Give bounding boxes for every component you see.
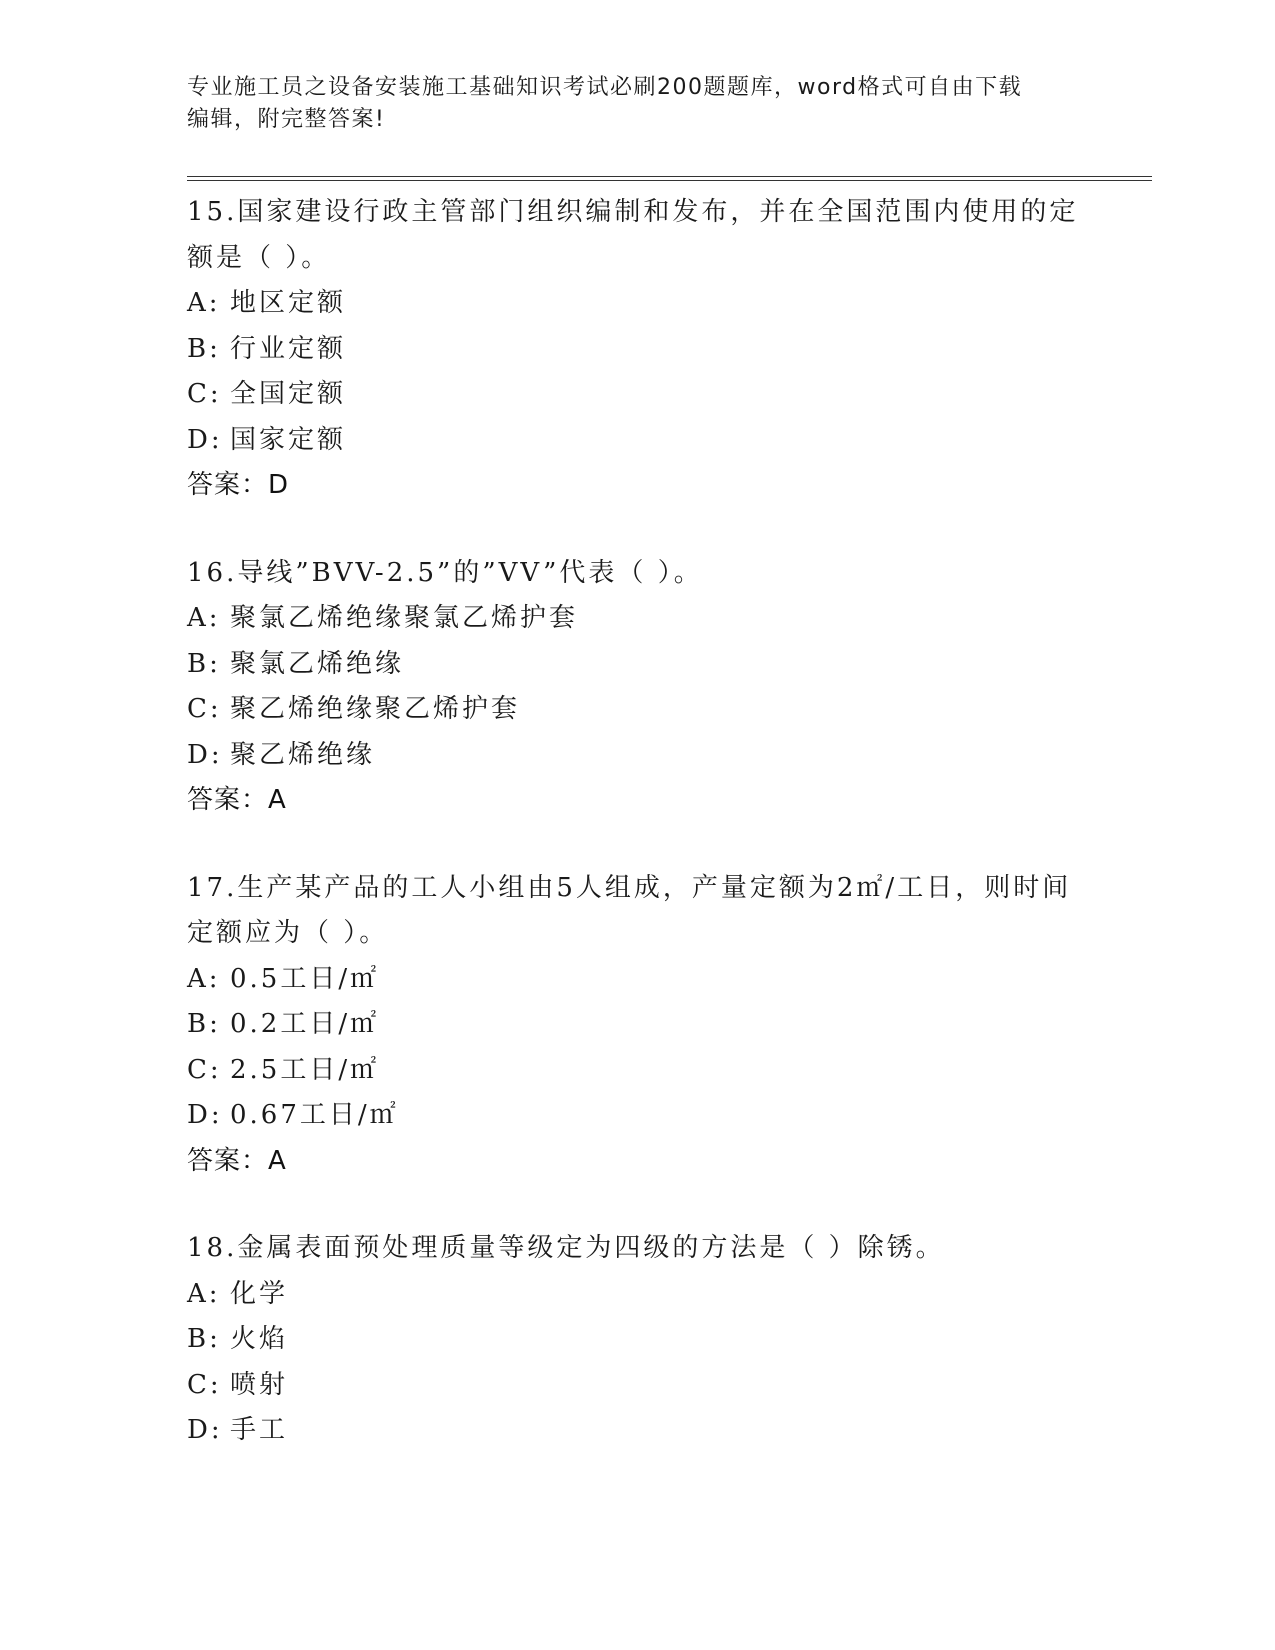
option-text: 化学 <box>230 1278 289 1309</box>
option-b <box>187 1002 1087 1048</box>
option-text: 喷射 <box>230 1369 289 1400</box>
option-a <box>187 957 1087 1003</box>
option-letter: A: <box>187 1278 221 1309</box>
question-15 <box>187 190 1087 509</box>
option-text: 手工 <box>230 1415 289 1445</box>
header-title-line-2: 编辑，附完整答案! <box>187 107 386 132</box>
answer-line: 答案：D <box>187 470 290 500</box>
option-text: 0.67工日/㎡ <box>230 1100 399 1130</box>
option-text: 聚氯乙烯绝缘 <box>230 648 405 679</box>
question-17 <box>187 866 1087 1185</box>
answer-line: 答案：A <box>187 1145 287 1176</box>
option-text: 行业定额 <box>230 333 347 364</box>
option-c <box>187 687 1087 733</box>
option-text: 2.5工日/㎡ <box>230 1054 380 1085</box>
question-stem: 17.生产某产品的工人小组由5人组成，产量定额为2㎡/工日，则时间定额应为（ ）。 <box>187 872 1072 948</box>
option-letter: A: <box>187 603 221 633</box>
question-stem: 15.国家建设行政主管部门组织编制和发布，并在全国范围内使用的定额是（ ）。 <box>187 197 1079 273</box>
option-a <box>187 596 1087 642</box>
option-text: 国家定额 <box>230 424 347 455</box>
option-b <box>187 1317 1087 1363</box>
option-letter: D: <box>187 1415 223 1445</box>
question-16 <box>187 551 1087 824</box>
header-divider <box>187 176 1152 181</box>
option-text: 地区定额 <box>230 288 347 318</box>
option-text: 全国定额 <box>230 379 347 409</box>
option-text: 0.2工日/㎡ <box>230 1009 380 1039</box>
option-letter: C: <box>187 1054 222 1085</box>
document-header <box>187 72 1067 136</box>
option-letter: B: <box>187 1009 221 1039</box>
option-a <box>187 1272 1087 1318</box>
option-c <box>187 372 1087 418</box>
option-letter: B: <box>187 333 221 364</box>
question-18 <box>187 1226 1087 1454</box>
option-letter: C: <box>187 694 222 724</box>
option-text: 火焰 <box>230 1324 289 1354</box>
option-letter: C: <box>187 379 222 409</box>
question-stem: 18.金属表面预处理质量等级定为四级的方法是（ ）除锈。 <box>187 1233 945 1263</box>
option-b <box>187 327 1087 373</box>
option-letter: D: <box>187 1100 223 1130</box>
question-stem: 16.导线”BVV-2.5”的”VV”代表（ ）。 <box>187 557 703 588</box>
option-letter: D: <box>187 424 223 455</box>
option-d <box>187 418 1087 464</box>
option-text: 聚乙烯绝缘聚乙烯护套 <box>230 694 521 724</box>
option-letter: C: <box>187 1369 222 1400</box>
option-letter: A: <box>187 288 221 318</box>
question-list <box>187 190 1087 1496</box>
option-text: 聚乙烯绝缘 <box>230 739 376 770</box>
option-letter: D: <box>187 739 223 770</box>
header-title-line-1: 专业施工员之设备安装施工基础知识考试必刷200题题库，word格式可自由下载 <box>187 75 1023 100</box>
option-c <box>187 1048 1087 1094</box>
answer-line: 答案：A <box>187 785 287 815</box>
option-b <box>187 642 1087 688</box>
option-letter: A: <box>187 963 221 994</box>
option-text: 聚氯乙烯绝缘聚氯乙烯护套 <box>230 603 579 633</box>
option-text: 0.5工日/㎡ <box>230 963 380 994</box>
option-d <box>187 1408 1087 1454</box>
option-c <box>187 1363 1087 1409</box>
option-letter: B: <box>187 1324 221 1354</box>
option-d <box>187 733 1087 779</box>
option-letter: B: <box>187 648 221 679</box>
option-a <box>187 281 1087 327</box>
option-d <box>187 1093 1087 1139</box>
